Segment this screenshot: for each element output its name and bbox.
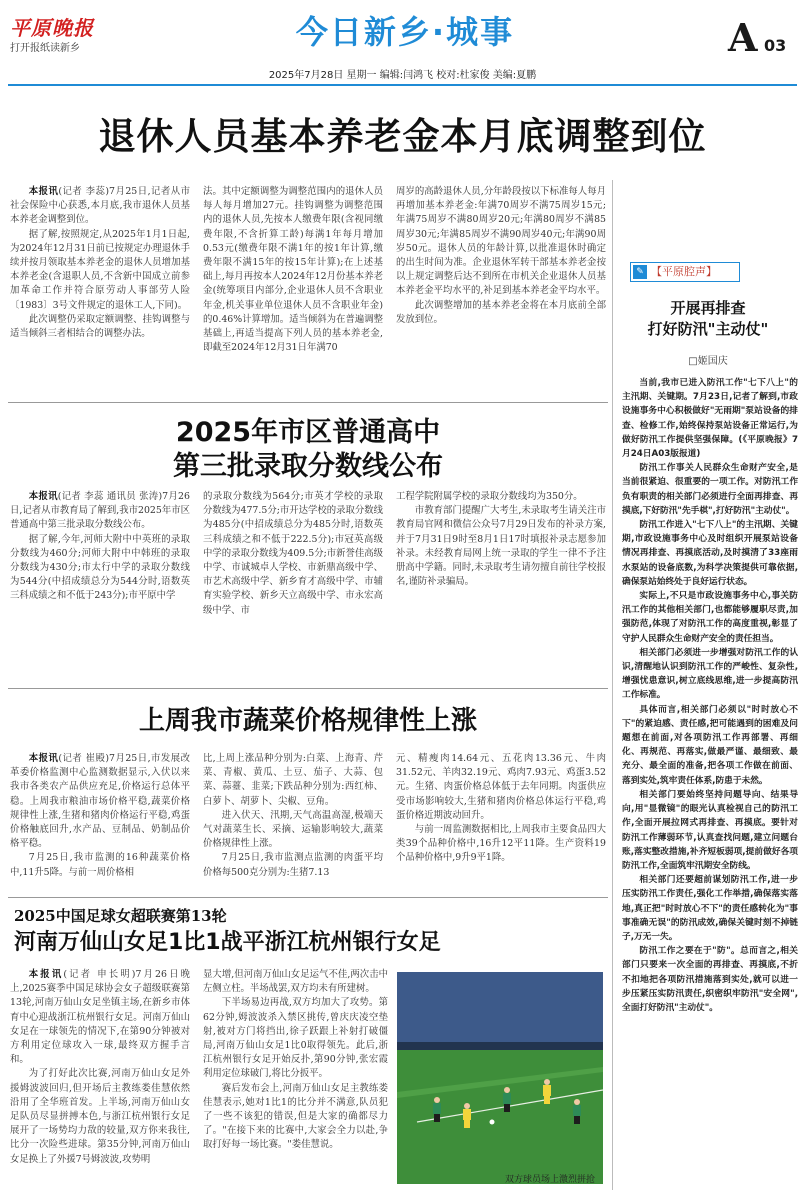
pitch <box>397 1050 603 1184</box>
article3-text: 7月25日,我市监测点监测的肉蛋平均价格每500克分别为:生猪7.13 <box>203 852 383 878</box>
comment-icon: ✎ <box>633 265 647 279</box>
article3-text: 与前一周监测数据相比,上周我市主要食品四大类39个品种价格中,16升12平11降。生产资料19个品种价格中,9升9平1降。 <box>396 824 606 864</box>
sidebar-title-line2: 打好防汛"主动仗" <box>647 320 769 338</box>
page-number: 03 <box>764 36 787 55</box>
byline: (记者 申长明) <box>63 969 136 980</box>
article3-text: 比,上周上涨品种分别为:白菜、上海青、芹菜、青椒、黄瓜、土豆、茄子、大蒜、包菜、蒜薹、韭菜;下跌品种分别为:西红柿、白萝卜、胡萝卜、尖椒、豆角。 <box>203 753 383 807</box>
sidebar-paragraph: 防汛工作之要在于"防"。总而言之,相关部门只要来一次全面的再排查、再摸底,不折不扣地把各项防汛措施落到实处,就可以进一步压紧压实防汛责任,织密织牢防汛"安全网",全面打好防汛"主动仗"。 <box>622 946 798 1013</box>
player-yellow-2 <box>543 1079 551 1104</box>
article4-text: 下半场易边再战,双方均加大了攻势。第62分钟,姆波波杀入禁区挑传,曾庆庆凌空垫射,被对方门将挡出,徐子跃跟上补射打破僵局,河南万仙山女足1比0取得领先。此后,浙江杭州银行女足开始反扑,第90分钟,张宏霞利用定位球破门,将比分扳平。 <box>203 997 388 1080</box>
article1-text: 据了解,按照规定,从2025年1月1日起,为2024年12月31日前已按规定办理退休手续并按月领取基本养老金的退休人员增加基本养老金(含退职人员,不含新中国成立前参加革命工作并符合原劳动人事部劳人险〔1983〕3号文件规定的退休工人,下同)。 <box>10 228 190 311</box>
article3-text: 元、精瘦肉14.64元、五花肉13.36元、牛肉31.52元、羊肉32.19元、鸡肉7.93元、鸡蛋3.52元。生猪、肉蛋价格总体低于去年同期。肉蛋供应受市场影响较大,生猪和猪肉价格总体运行平稳,鸡蛋价格近期波动回升。 <box>396 753 606 821</box>
lead: 本报讯 <box>28 491 58 502</box>
column-divider <box>612 180 613 1190</box>
edition-meta: 2025年7月28日 星期一 编辑:闫鸿飞 校对:杜家俊 美编:夏鹏 <box>268 70 537 81</box>
article3-text: 7月25日,市发展改革委价格监测中心监测数据显示,入伏以来我市各类农产品供应充足,价格运行总体平稳。上周我市粮油市场价格平稳,蔬菜价格规律性上涨,生猪和猪肉价格运行平稳,鸡蛋价格触底回升,水产品、豆制品、奶制品价格平稳。 <box>10 753 190 850</box>
byline: (记者 崔殿) <box>58 753 110 764</box>
article4-headline: 河南万仙山女足1比1战平浙江杭州银行女足 <box>14 930 441 955</box>
article3-column-2 <box>203 752 383 892</box>
lead: 本报讯 <box>28 186 59 197</box>
section-divider <box>8 897 608 898</box>
article1-text: 此次调整仍采取定额调整、挂钩调整与适当倾斜三者相结合的调整办法。 <box>10 313 190 340</box>
byline: (记者 李蕊 通讯员 张涛) <box>57 491 163 502</box>
article4-subheadline: 2025中国足球女超联赛第13轮 <box>14 907 227 925</box>
article2-column-2 <box>203 490 383 655</box>
article1-text: 周岁的高龄退休人员,分年龄段按以下标准每人每月再增加基本养老金:年满70周岁不满75周岁15元;年满75周岁不满80周岁20元;年满80周岁不满85周岁30元;年满85周岁不满90周岁40元;年满90周岁50元。退休人员的年龄计算,以批准退休时确定的出生时间为准。企业退休军转干部基本养老金按以上规定调整后达不到所在市机关企业退休人员基本养老金平均水平的,补足到基本养老金平均水平。 <box>396 186 606 297</box>
stadium-seats <box>397 972 603 1042</box>
article1-text: 此次调整增加的基本养老金将在本月底前全部发放到位。 <box>396 299 606 325</box>
football <box>490 1120 495 1125</box>
article4-text: 赛后发布会上,河南万仙山女足主教练娄佳慧表示,她对1比1的比分并不满意,队员犯了一些不该犯的错误,但是大家的确都尽力了。"在接下来的比赛中,大家会全力以赴,争取打好每一场比赛。"娄佳慧说。 <box>203 1082 388 1151</box>
football-photo-illustration <box>397 972 603 1184</box>
masthead-divider <box>8 84 797 86</box>
page-letter: A <box>728 15 758 60</box>
sidebar-author: □姬国庆 <box>688 356 728 367</box>
sidebar-paragraph: 相关部门要始终坚持问题导向、结果导向,用"显微镜"的眼光认真检视自己的防汛工作,全面开展拉网式再排查、再摸底。要针对防汛工作薄弱环节,认真查找问题,建立问题台账,落实整改措施,补齐短板弱项,提前做好各项防汛工作,全面筑牢汛期安全防线。 <box>622 789 798 871</box>
player-green-3 <box>573 1099 581 1124</box>
column-tag <box>630 262 740 282</box>
sidebar-title <box>620 298 796 340</box>
article2-text: 据了解,今年,河师大附中中英班的录取分数线为460分;河师大附中中韩班的录取分数线为430分;市太行中学的录取分数线为544分(中招成绩总分为544分时,语数英三科成绩之和不低于243分);市平原中学 <box>10 533 190 602</box>
photo-caption: 双方球员场上激烈拼抢 <box>504 1175 595 1185</box>
player-green-1 <box>433 1097 441 1122</box>
article2-headline-line2: 第三批录取分数线公布 <box>173 451 443 482</box>
article4-text: 7月26日晚上,2025赛季中国足球协会女子超级联赛第13轮,河南万仙山女足坐镇主场,在新乡市体育中心迎战浙江杭州银行女足。河南万仙山女足在一球领先的情况下,在第90分钟被对方利用定位球攻入一球,最终双方握手言和。 <box>10 969 190 1066</box>
article3-headline: 上周我市蔬菜价格规律性上涨 <box>138 706 477 736</box>
byline: (记者 李蕊) <box>58 186 110 197</box>
article1-column-3 <box>396 185 606 380</box>
player-yellow-1 <box>463 1103 471 1128</box>
column-tag-label: 【平原腔声】 <box>651 265 717 278</box>
lead: 本报讯 <box>28 969 64 980</box>
article1-column-2 <box>203 185 383 380</box>
logo-slogan: 打开报纸读新乡 <box>10 43 80 54</box>
sidebar-paragraph: 防汛工作事关人民群众生命财产安全,是当前很紧迫、很重要的一项工作。对防汛工作负有职责的相关部门必须进行全面再排查、再摸底,下好防汛"先手棋",打好防汛"主动仗"。 <box>622 463 798 516</box>
article1-text: 法。其中定额调整为调整范围内的退休人员每人每月增加27元。挂钩调整为调整范围内的退休人员,先按本人缴费年限(含视同缴费年限,不含折算工龄)每满1年每月增加0.53元(缴费年限不满1年的按1年计算,缴费年限不满15年的按15年计算);在上述基础上,每月再按本人2024年12月份基本养老金(统筹项目内部分,企业退休人员不含职业年金,机关事业单位退休人员不含职业年金)的0.46%计算增加。适当倾斜为在普遍调整基础上,再适当提高下列人员的基本养老金,即截至2024年12月31日年满70 <box>203 186 383 354</box>
article1-text: 7月25日,记者从市社会保险中心获悉,本月底,我市退休人员基本养老金调整到位。 <box>10 186 190 226</box>
article4-column-2 <box>203 968 388 1193</box>
article3-column-1 <box>10 752 190 892</box>
ad-board <box>397 1042 603 1050</box>
article2-column-1 <box>10 490 190 655</box>
article2-column-3 <box>396 490 606 655</box>
article4-text: 显大增,但河南万仙山女足运气不佳,两次击中左侧立柱。半场战罢,双方均未有所建树。 <box>203 969 388 995</box>
sidebar-paragraph: 具体而言,相关部门必须以"时时放心不下"的紧迫感、责任感,把可能遇到的困难及问题想在前面,对各项防汛工作再部署、再细化、再规范、再落实,做最严谨、最细致、最充分、最全面的准备,把各项工作做在前面、落到实处,筑牢责任体系,防患于未然。 <box>622 704 798 786</box>
article2-text: 工程学院附属学校的录取分数线均为350分。 <box>396 491 583 502</box>
newspaper-logo <box>10 16 130 60</box>
article2-text: 的录取分数线为564分;市英才学校的录取分数线为477.5分;市开达学校的录取分数线为485分(中招成绩总分为485分时,语数英三科成绩之和不低于222.5分);市冠英高级中学的录取分数线为409.5分;市新誉佳高级中学、市诚城卓人学校、市新鼎高级中学、市艺术高级中学、新乡育才高级中学、市辅育实验学校、新乡天立高级中学、市永宏高级中学、市 <box>203 491 383 616</box>
logo-text: 平原晚报 <box>10 16 94 40</box>
section-title: 今日新乡·城事 <box>295 13 515 51</box>
section-divider <box>8 402 608 403</box>
player-green-2 <box>503 1087 511 1112</box>
football-match-photo <box>397 972 603 1184</box>
sidebar-paragraph: 相关部门还要超前谋划防汛工作,进一步压实防汛工作责任,强化工作举措,确保落实落地,真正把"时时放心不下"的责任感转化为"事事准确无误"的防汛成效,确保关键时刻不掉链子,万无一失。 <box>622 875 798 942</box>
article2-headline <box>8 416 608 484</box>
article4-column-1 <box>10 968 190 1193</box>
lead: 本报讯 <box>28 753 59 764</box>
section-divider <box>8 688 608 689</box>
article3-text: 进入伏天、汛期,天气高温高湿,极端天气对蔬菜生长、采摘、运输影响较大,蔬菜价格规律性上涨。 <box>203 809 383 850</box>
article2-text: 市教育部门提醒广大考生,未录取考生请关注市教育局官网和微信公众号7月29日发布的补录方案,并于7月31日9时至8月1日17时填报补录志愿参加补录。未经教育局网上统一录取的学生一律不予注册高中学籍。同时,未录取考生请勿擅自前往学校报名,谨防补录骗局。 <box>396 505 606 588</box>
sidebar-paragraph: 当前,我市已进入防汛工作"七下八上"的主汛期、关键期。7月23日,记者了解到,市政设施事务中心积极做好"无雨期"泵站设备的排查、检修工作,始终保持泵站设备正常运行,为做好防汛工作提供坚强保障。(《平原晚报》7月24日A03版报道) <box>622 378 798 460</box>
sidebar-title-line1: 开展再排查 <box>670 299 746 317</box>
sidebar-paragraph: 相关部门必须进一步增强对防汛工作的认识,清醒地认识到防汛工作的严峻性、复杂性,增强忧患意识,树立底线思维,进一步提高防汛工作标准。 <box>622 647 798 701</box>
sidebar-paragraph: 防汛工作进入"七下八上"的主汛期、关键期,市政设施事务中心及时组织开展泵站设备情况再排查、再摸底活动,及时摸清了33座雨水泵站的设备底数,为科学决策提供可靠依据,确保泵站始终处于良好运行状态。 <box>622 520 798 587</box>
article1-headline: 退休人员基本养老金本月底调整到位 <box>98 115 707 158</box>
sidebar-body <box>622 376 798 1196</box>
article2-text: 7月26日,记者从市教育局了解到,我市2025年市区普通高中第三批录取分数线公布。 <box>10 491 190 531</box>
article4-text: 为了打好此次比赛,河南万仙山女足外援姆波波回归,但开场后主教练娄佳慧依然沿用了全华班首发。上半场,河南万仙山女足队员尽显拼搏本色,与浙江杭州银行女足展开了一场势均力敌的较量,双方你来我往,比分一次险些进球。第35分钟,河南万仙山女足换上了外援7号姆波波,攻势明 <box>10 1068 190 1165</box>
article2-headline-line1: 2025年市区普通高中 <box>175 417 441 448</box>
article3-column-3 <box>396 752 606 892</box>
article3-text: 7月25日,我市监测的16种蔬菜价格中,11升5降。与前一周价格相 <box>10 852 190 878</box>
sidebar-paragraph: 实际上,不只是市政设施事务中心,事关防汛工作的其他相关部门,也都能够履职尽责,加强防范,体现了对防汛工作的高度重视,彰显了守护人民群众生命财产安全的责任担当。 <box>622 591 798 644</box>
article1-column-1 <box>10 185 190 380</box>
